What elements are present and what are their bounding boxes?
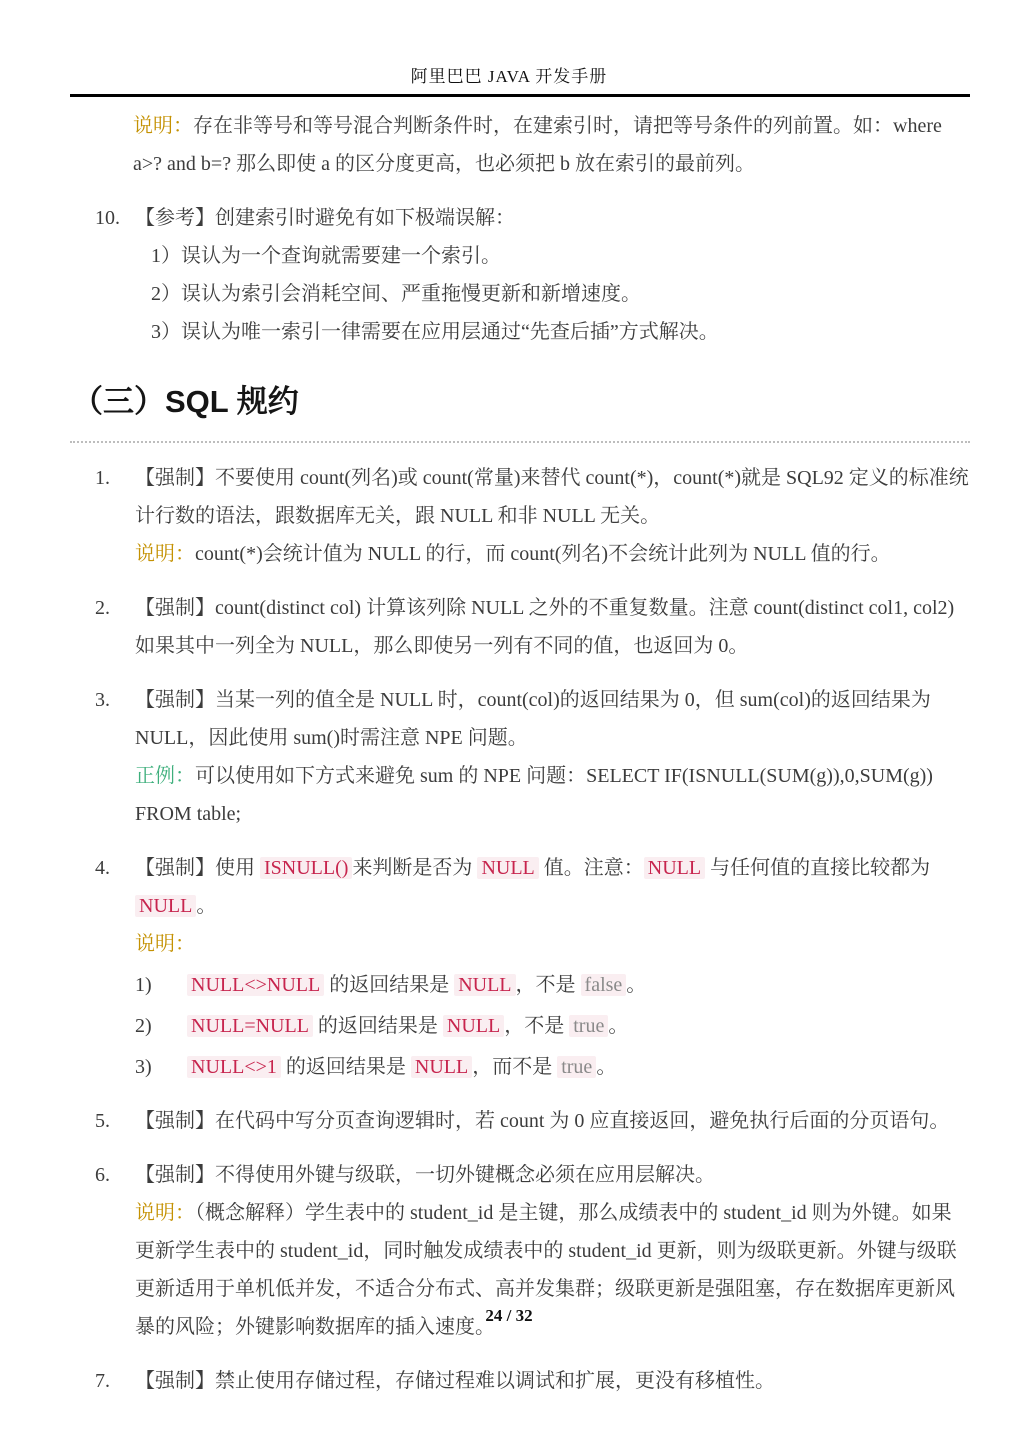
sub-item	[135, 966, 970, 1004]
note-label: 说明：	[135, 1202, 195, 1224]
code-token: NULL=NULL	[187, 1015, 313, 1037]
sub-item-number: 1)	[135, 974, 152, 996]
section-divider	[70, 441, 970, 443]
sub-list	[151, 237, 970, 351]
rule-number: 5.	[95, 1110, 110, 1132]
rule-note	[135, 925, 970, 963]
rule-text: 【强制】使用 ISNULL() 来判断是否为 NULL 值。注意： NULL 与任何值的直接比较都为 NULL 。	[135, 857, 931, 917]
rule-number: 7.	[95, 1370, 110, 1392]
rule-item-3	[95, 681, 970, 833]
rule-number: 4.	[95, 857, 110, 879]
reference-item-10	[95, 199, 970, 351]
note-label: 说明：	[133, 115, 193, 137]
code-token: NULL	[454, 974, 515, 996]
rule-item-5	[95, 1102, 970, 1140]
note-text: count(*)会统计值为 NULL 的行，而 count(列名)不会统计此列为 NULL 值的行。	[195, 543, 891, 565]
rule-note	[135, 535, 970, 573]
code-token: ISNULL()	[260, 857, 352, 879]
sub-item: 1）误认为一个查询就需要建一个索引。	[151, 245, 501, 267]
rule-positive-example	[135, 757, 970, 833]
rule-text: 【强制】当某一列的值全是 NULL 时，count(col)的返回结果为 0，但 sum(col)的返回结果为 NULL，因此使用 sum()时需注意 NPE 问题。	[135, 689, 931, 749]
sub-item: 2）误认为索引会消耗空间、严重拖慢更新和新增速度。	[151, 283, 641, 305]
note-text: 存在非等号和等号混合判断条件时，在建索引时，请把等号条件的列前置。如：where a>? and b=? 那么即使 a 的区分度更高，也必须把 b 放在索引的最前列。	[133, 115, 942, 175]
sub-item: 3）误认为唯一索引一律需要在应用层通过“先查后插”方式解决。	[151, 321, 719, 343]
rule-number: 6.	[95, 1164, 110, 1186]
page-content	[0, 97, 1018, 1400]
rule-item-2	[95, 589, 970, 665]
note-label: 说明：	[135, 543, 195, 565]
sub-item	[135, 1007, 970, 1045]
code-token: NULL<>NULL	[187, 974, 324, 996]
rule-number: 10.	[95, 207, 120, 229]
code-token: NULL	[411, 1056, 472, 1078]
rule-text: 【参考】创建索引时避免有如下极端误解：	[135, 207, 515, 229]
rule-number: 3.	[95, 689, 110, 711]
positive-example-label: 正例：	[135, 765, 195, 787]
document-header-title: 阿里巴巴 JAVA 开发手册	[410, 67, 608, 86]
code-token: NULL	[135, 895, 196, 917]
rule-text: 【强制】count(distinct col) 计算该列除 NULL 之外的不重复数量。注意 count(distinct col1, col2) 如果其中一列全为 NULL，那么即使另一列有不同的值，也返回为 0。	[135, 597, 955, 657]
code-token: NULL	[443, 1015, 504, 1037]
note-text: （概念解释）学生表中的 student_id 是主键，那么成绩表中的 student_id 则为外键。如果更新学生表中的 student_id，同时触发成绩表中的 student_id 更新，则为级联更新。外键与级联更新适用于单机低并发，不适合分布式、高并发集群；级联更新是强阻塞，存在数据库更新风暴的风险；外键影响数据库的插入速度。	[135, 1202, 957, 1338]
rule-text: 【强制】在代码中写分页查询逻辑时，若 count 为 0 应直接返回，避免执行后面的分页语句。	[135, 1110, 950, 1132]
page-number: 24 / 32	[485, 1306, 533, 1325]
sub-item-number: 2)	[135, 1015, 152, 1037]
sub-item-text: NULL<>NULL 的返回结果是 NULL ，不是 false 。	[187, 966, 646, 1004]
rule-item-4	[95, 849, 970, 1086]
code-token: NULL	[477, 857, 538, 879]
code-token: true	[569, 1015, 608, 1037]
section-title: （三）SQL 规约	[72, 384, 299, 419]
positive-example-text: 可以使用如下方式来避免 sum 的 NPE 问题：SELECT IF(ISNULL(SUM(g)),0,SUM(g)) FROM table;	[135, 765, 933, 825]
code-token: NULL	[644, 857, 705, 879]
sub-item	[135, 1048, 970, 1086]
rule-number: 2.	[95, 597, 110, 619]
index-note-paragraph	[133, 107, 970, 183]
rule-text: 【强制】不要使用 count(列名)或 count(常量)来替代 count(*)，count(*)就是 SQL92 定义的标准统计行数的语法，跟数据库无关，跟 NULL 和非 NULL 无关。	[135, 467, 969, 527]
rule-text: 【强制】禁止使用存储过程，存储过程难以调试和扩展，更没有移植性。	[135, 1370, 775, 1392]
sub-item-text: NULL<>1 的返回结果是 NULL ，而不是 true 。	[187, 1048, 616, 1086]
sub-item-number: 3)	[135, 1056, 152, 1078]
code-token: true	[557, 1056, 596, 1078]
note-label: 说明：	[135, 933, 195, 955]
rule-item-7	[95, 1362, 970, 1400]
rule-item-1	[95, 459, 970, 573]
code-token: NULL<>1	[187, 1056, 281, 1078]
sub-item-text: NULL=NULL 的返回结果是 NULL ，不是 true 。	[187, 1007, 628, 1045]
rule-number: 1.	[95, 467, 110, 489]
rule-text: 【强制】不得使用外键与级联，一切外键概念必须在应用层解决。	[135, 1164, 715, 1186]
code-token: false	[581, 974, 627, 996]
